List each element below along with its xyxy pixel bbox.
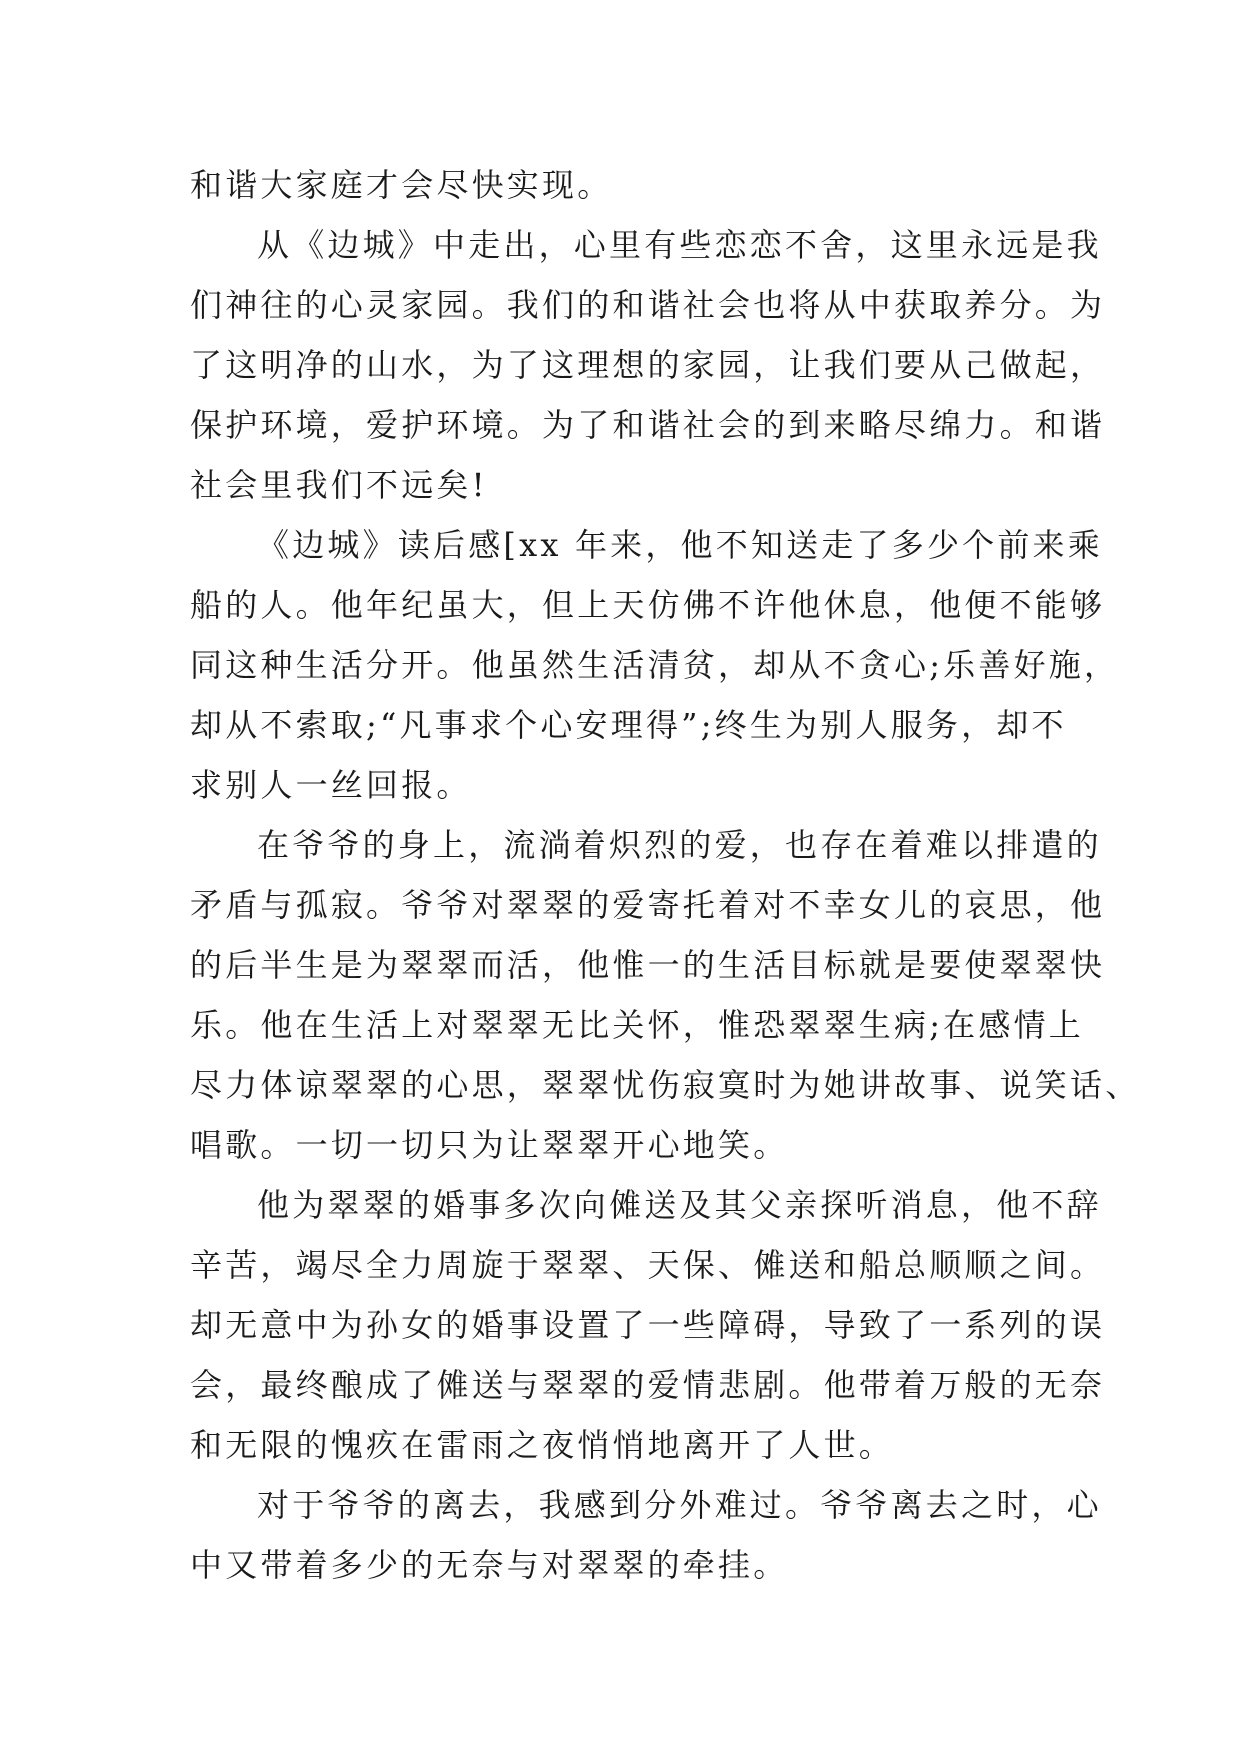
text-line: 社会里我们不远矣! [190,466,488,504]
text-line: 《边城》读后感[xx 年来，他不知送走了多少个前来乘 [257,526,1103,564]
text-line: 船的人。他年纪虽大，但上天仿佛不许他休息，他便不能够 [190,586,1106,624]
text-line: 他为翠翠的婚事多次向傩送及其父亲探听消息，他不辞 [257,1186,1102,1224]
text-line: 和谐大家庭才会尽快实现。 [190,166,613,204]
text-line: 却无意中为孙女的婚事设置了一些障碍，导致了一系列的误 [190,1306,1106,1344]
text-line: 会，最终酿成了傩送与翠翠的爱情悲剧。他带着万般的无奈 [190,1366,1106,1404]
text-line: 对于爷爷的离去，我感到分外难过。爷爷离去之时，心 [257,1486,1102,1524]
paragraph-1 [190,155,1050,215]
text-line: 的后半生是为翠翠而活，他惟一的生活目标就是要使翠翠快 [190,946,1106,984]
text-line: 矛盾与孤寂。爷爷对翠翠的爱寄托着对不幸女儿的哀思，他 [190,886,1106,924]
text-line: 和无限的愧疚在雷雨之夜悄悄地离开了人世。 [190,1426,895,1464]
text-line: 唱歌。一切一切只为让翠翠开心地笑。 [190,1126,789,1164]
text-line: 保护环境，爱护环境。为了和谐社会的到来略尽绵力。和谐 [190,406,1106,444]
text-line: 求别人一丝回报。 [190,766,472,804]
document-body [190,155,1141,1595]
text-line: 了这明净的山水，为了这理想的家园，让我们要从己做起， [190,346,1106,384]
text-line: 从《边城》中走出，心里有些恋恋不舍，这里永远是我 [257,226,1102,264]
text-line: 中又带着多少的无奈与对翠翠的牵挂。 [190,1546,789,1584]
paragraph-2 [190,215,1106,515]
text-line: 却从不索取;“凡事求个心安理得”;终生为别人服务，却不 [190,706,1067,744]
text-line: 乐。他在生活上对翠翠无比关怀，惟恐翠翠生病;在感情上 [190,1006,1084,1044]
text-line: 们神往的心灵家园。我们的和谐社会也将从中获取养分。为 [190,286,1106,324]
paragraph-5 [190,1175,1106,1475]
paragraph-3 [190,515,1120,815]
text-line: 在爷爷的身上，流淌着炽烈的爱，也存在着难以排遣的 [257,826,1102,864]
text-line: 尽力体谅翠翠的心思，翠翠忧伤寂寞时为她讲故事、说笑话、 [190,1066,1141,1104]
paragraph-6 [190,1475,1102,1595]
paragraph-4 [190,815,1141,1175]
text-line: 辛苦，竭尽全力周旋于翠翠、天保、傩送和船总顺顺之间。 [190,1246,1106,1284]
text-line: 同这种生活分开。他虽然生活清贫，却从不贪心;乐善好施， [190,646,1120,684]
